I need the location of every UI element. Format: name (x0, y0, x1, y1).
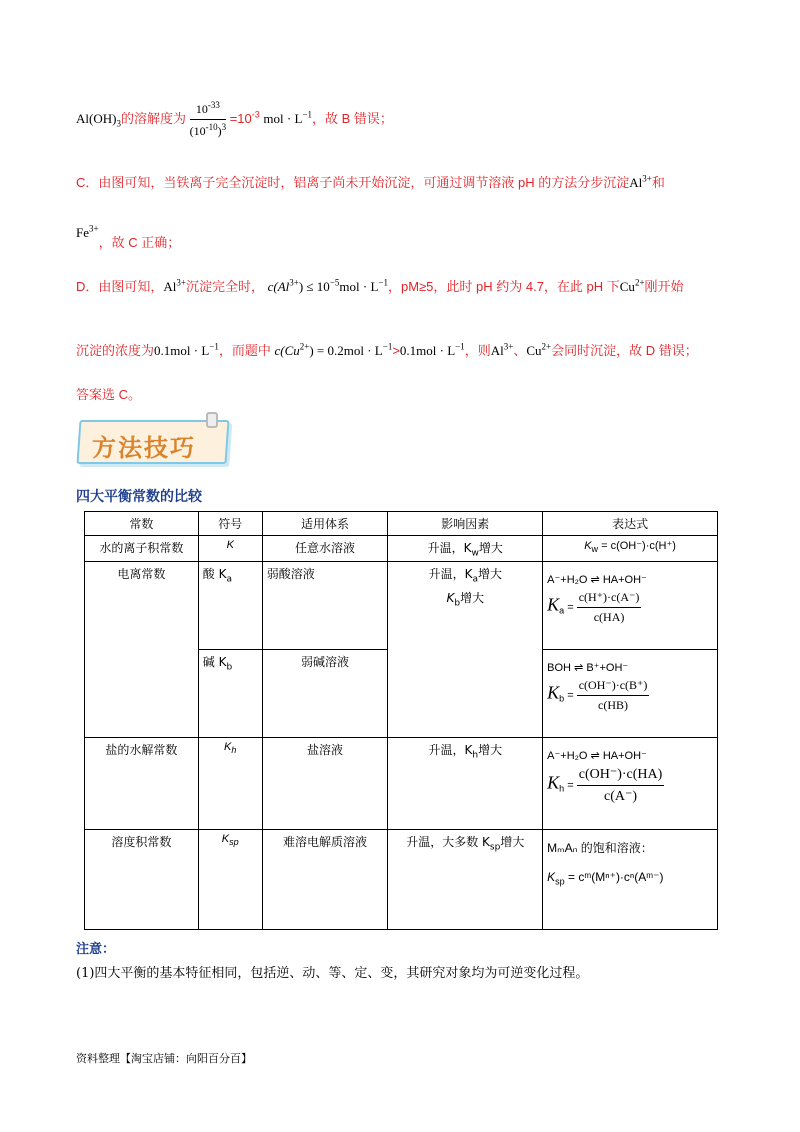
result-value: =10 (229, 110, 252, 126)
hydrolysis-system: 盐溶液 (262, 738, 388, 830)
ion-text: Al (490, 343, 504, 358)
hydrolysis-k: K (547, 772, 560, 793)
table-row (85, 738, 718, 830)
solution-line-c1 (76, 172, 665, 191)
banner-text: 方法技巧 (92, 433, 196, 462)
solution-line-c2 (76, 222, 181, 250)
acid-k-sub: a (559, 605, 565, 616)
hydrolysis-equation: A⁻+H₂O ⇌ HA+OH⁻ (547, 750, 647, 763)
ion-sup: 3+ (503, 341, 514, 352)
water-system: 任意水溶液 (262, 536, 388, 562)
text-ph: ，pM≥5，此时 pH 约为 4.7，在此 pH 下 (387, 279, 620, 294)
formula-sub: 3 (116, 118, 121, 129)
val-text: 0.1mol · L (399, 343, 456, 358)
symbol-sub: h (231, 745, 237, 756)
ion-text: Al (629, 175, 643, 190)
text-c: C．由图可知，当铁离子完全沉淀时，铝离子尚未开始沉淀，可通过调节溶液 pH 的方法分步沉淀 (76, 175, 630, 190)
ion-al (491, 343, 514, 358)
hydrolysis-name: 盐的水解常数 (85, 738, 199, 830)
saturated-solution: MₘAₙ 的饱和溶液： (547, 841, 653, 856)
value-conc (154, 343, 219, 358)
acid-num: c(H⁺)·c(A⁻) (577, 590, 642, 608)
solubility-name: 溶度积常数 (85, 830, 199, 930)
ion-sup: 2+ (634, 277, 645, 288)
val-text: 0.1mol · L (154, 343, 210, 358)
factor-b: K (446, 590, 455, 605)
section-title: 四大平衡常数的比较 (76, 489, 202, 505)
text-conc: 沉淀的浓度为 (76, 343, 155, 358)
fraction-numerator (190, 100, 227, 120)
solubility-expression (543, 830, 718, 930)
sep: 、 (513, 343, 527, 358)
answer: 答案选 C。 (76, 387, 142, 402)
note-title: 注意： (76, 942, 116, 957)
method-banner (78, 412, 236, 468)
solution-line-d1 (76, 276, 684, 295)
formula-text: Al(OH) (76, 110, 117, 126)
table-header-row (85, 512, 718, 536)
unit-text: mol · L (263, 110, 303, 126)
symbol-sub: sp (229, 837, 239, 848)
table-row (85, 830, 718, 930)
ion-sup: 3+ (642, 173, 652, 184)
acid-fraction (577, 590, 642, 625)
hydrolysis-expression: A⁻+H₂O ⇌ HA+OH⁻ $K_h$ = $\frac{c(OH^-)\cdot c(HA)}{c(A^-)}$ (543, 738, 718, 830)
hydrolysis-fraction (577, 766, 665, 805)
factor-sub: w (471, 548, 479, 559)
factor-b-tail: 增大 (460, 590, 485, 605)
base-k-sub: b (559, 693, 565, 704)
footer: 资料整理【淘宝店铺：向阳百分百】 (76, 1052, 252, 1065)
den-exp: -10 (205, 122, 218, 132)
base-symbol (198, 650, 262, 738)
factor-sub: h (472, 750, 479, 761)
symbol-text: K (221, 833, 230, 846)
ion-cu (526, 343, 551, 358)
ion-sup: 3+ (89, 223, 99, 234)
fraction-denominator (190, 120, 227, 139)
cond-exp: −5 (329, 277, 340, 288)
gt-sign: > (392, 343, 400, 358)
text-tail: 和 (651, 175, 665, 190)
base-system: 弱碱溶液 (262, 650, 388, 738)
acid-k: K (547, 594, 560, 615)
unit-exp: −1 (302, 109, 312, 120)
condition-al (268, 279, 388, 294)
den-close: ) (217, 124, 222, 138)
unit (263, 111, 312, 126)
expr-k: K (584, 540, 592, 552)
base-expression: BOH ⇌ B⁺+OH⁻ $K_b$ = $\frac{c(OH^-)\cdot c(B^+)}{c(HB)}$ (543, 650, 718, 738)
hydrolysis-symbol (198, 738, 262, 830)
num-exp: -33 (207, 100, 220, 110)
symbol-sub: b (226, 662, 233, 673)
ion-text: Cu (619, 279, 635, 294)
conclusion-c: ，故 C 正确； (98, 235, 181, 250)
base-k: K (547, 682, 560, 703)
acid-equation: A⁻+H₂O ⇌ HA+OH⁻ (547, 574, 647, 587)
den-pow: 3 (221, 122, 227, 132)
factor-sub: sp (489, 842, 501, 853)
factor-a-tail: 增大 (477, 567, 502, 582)
note-item-1: (1)四大平衡的基本特征相同，包括逆、动、等、定、变，其研究对象均为可逆变化过程。 (76, 966, 589, 981)
cond-unit: mol · L (339, 279, 379, 294)
water-factor (388, 536, 543, 562)
ion-cu (620, 279, 645, 294)
ksp-expression: = cᵐ(Mⁿ⁺)·cⁿ(Aᵐ⁻) (564, 870, 664, 885)
ionization-factor (388, 562, 543, 738)
hydrolysis-factor (388, 738, 543, 830)
ksp-k: K (547, 870, 556, 885)
constants-table (84, 511, 718, 930)
base-fraction (577, 678, 650, 713)
factor-tail: 增大 (500, 835, 525, 850)
cond-b: ) = 0.2mol · L (309, 343, 383, 358)
base-equation: BOH ⇌ B⁺+OH⁻ (547, 662, 629, 675)
text-d: D．由图可知， (76, 279, 164, 294)
expr-tail: = c(OH⁻)·c(H⁺) (598, 540, 676, 552)
solubility-system: 难溶电解质溶液 (262, 830, 388, 930)
symbol-sub: a (226, 574, 232, 585)
conclusion-d: 会同时沉淀，故 D 错误； (551, 343, 698, 358)
cond-sup: 2+ (299, 341, 310, 352)
condition-cu (274, 343, 392, 358)
base-den: c(HB) (598, 698, 629, 713)
factor-text: 升温，K (427, 541, 472, 555)
symbol-text: 酸 K (202, 567, 227, 582)
cond-sup: 3+ (289, 277, 299, 288)
result-exp: -3 (251, 109, 260, 120)
hydrolysis-den: c(A⁻) (604, 789, 638, 805)
base-num: c(OH⁻)·c(B⁺) (577, 678, 650, 696)
water-expression (543, 536, 718, 562)
symbol-text: K (224, 741, 232, 754)
cond-unit-exp: −1 (378, 277, 388, 288)
solution-line-d2 (76, 340, 698, 359)
ion-text: Cu (526, 343, 542, 358)
text-given: ，而题中 (218, 343, 271, 358)
ion-fe (76, 225, 99, 240)
ion-al (163, 279, 186, 294)
symbol-text: 碱 K (202, 655, 227, 670)
hydrolysis-num: c(OH⁻)·c(HA) (577, 766, 665, 786)
cond-exp: −1 (382, 341, 393, 352)
conclusion-b: ，故 B 错误； (311, 110, 393, 126)
acid-den: c(HA) (593, 610, 625, 625)
ion-sup: 3+ (176, 277, 186, 288)
text-then: ，则 (464, 343, 491, 358)
water-name: 水的离子积常数 (85, 536, 199, 562)
val-exp: −1 (455, 341, 465, 352)
factor-tail: 增大 (478, 541, 503, 555)
factor-b-sub: b (454, 598, 461, 609)
solubility-fraction (190, 100, 227, 139)
header-constant: 常数 (85, 512, 199, 536)
factor-a-sub: a (472, 574, 478, 585)
factor-text: 升温，大多数 K (406, 835, 490, 850)
acid-expression: A⁻+H₂O ⇌ HA+OH⁻ $K_a$ = $\frac{c(H^+)\cdot c(A^-)}{c(HA)}$ (543, 562, 718, 650)
ion-text: Fe (76, 225, 89, 240)
value-conc-2 (400, 343, 465, 358)
header-factor: 影响因素 (388, 512, 543, 536)
text-start: 刚开始 (644, 279, 684, 294)
water-symbol: K (198, 536, 262, 562)
acid-symbol (198, 562, 262, 650)
ksp-sub: sp (555, 876, 565, 887)
formula-aloh3 (76, 110, 121, 129)
cond-text: c(Al (267, 279, 290, 294)
expr-sub: w (591, 544, 599, 555)
solubility-symbol (198, 830, 262, 930)
factor-text: 升温，K (428, 743, 473, 758)
ion-sup: 2+ (541, 341, 552, 352)
table-row (85, 536, 718, 562)
ion-al (629, 175, 652, 190)
solution-line-b (76, 100, 393, 139)
paperclip-icon (206, 412, 218, 428)
val-exp: −1 (209, 341, 219, 352)
ion-text: Al (163, 279, 177, 294)
solubility-factor (388, 830, 543, 930)
num-base: 10 (195, 102, 208, 116)
ionization-name: 电离常数 (85, 562, 199, 738)
cond-b: ) ≤ 10 (298, 279, 330, 294)
cond-text: c(Cu (274, 343, 300, 358)
factor-tail: 增大 (478, 743, 503, 758)
text-complete: 沉淀完全时， (185, 279, 264, 294)
factor-a: 升温，K (428, 567, 473, 582)
acid-system: 弱酸溶液 (262, 562, 388, 650)
table-row (85, 562, 718, 650)
header-symbol: 符号 (198, 512, 262, 536)
header-expression: 表达式 (543, 512, 718, 536)
text-solubility: 的溶解度为 (120, 110, 186, 126)
den-base: (10 (189, 124, 206, 138)
header-system: 适用体系 (262, 512, 388, 536)
hydrolysis-k-sub: h (559, 783, 565, 794)
